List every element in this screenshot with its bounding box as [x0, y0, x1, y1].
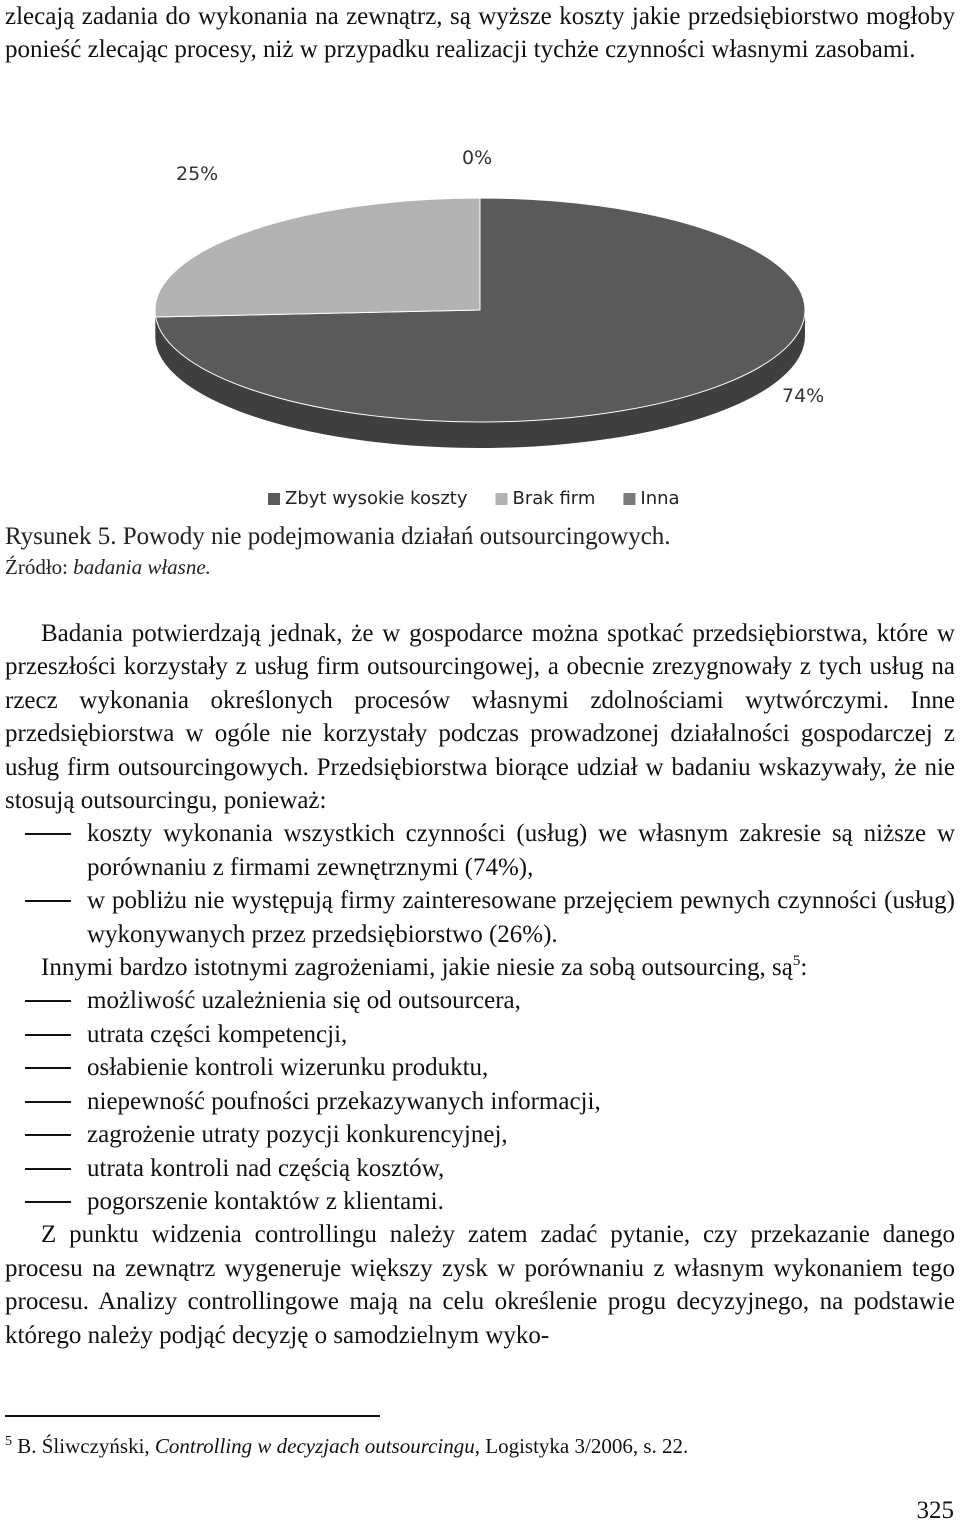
figure-source — [5, 554, 211, 580]
legend-swatch — [268, 493, 280, 505]
threat-text: niepewność poufności przekazywanych informacji, — [87, 1087, 601, 1115]
dash-bullet-icon — [25, 900, 71, 902]
dash-bullet-icon — [25, 1000, 71, 1002]
legend-entry: Brak firm — [512, 488, 596, 509]
figure-source-label: Źródło: — [5, 555, 68, 579]
pie-chart — [120, 140, 840, 520]
threat-text: pogorszenie kontaktów z klientami. — [87, 1187, 444, 1215]
dash-bullet-icon — [25, 1067, 71, 1069]
threat-text: możliwość uzależnienia się od outsourcera, — [87, 987, 521, 1015]
list-item — [5, 884, 955, 951]
pie-data-label: 25% — [176, 163, 219, 185]
dash-bullet-icon — [25, 1201, 71, 1203]
reason-text: koszty wykonania wszystkich czynności (usług) we własnym zakresie są niższe w porównaniu z firmami zewnętrznymi (74%), — [87, 820, 955, 881]
list-item — [5, 1051, 955, 1084]
threat-text: zagrożenie utraty pozycji konkurencyjnej, — [87, 1121, 508, 1149]
footnote — [5, 1432, 688, 1460]
footnote-number: 5 — [5, 1434, 12, 1449]
list-item — [5, 984, 955, 1017]
footnote-reference: 5 — [792, 953, 801, 970]
footnote-rest: , Logistyka 3/2006, s. 22. — [474, 1434, 689, 1458]
pie-data-label: 74% — [782, 385, 825, 407]
reasons-list — [5, 817, 955, 951]
page-number: 325 — [916, 1497, 954, 1524]
paragraph-2 — [5, 951, 955, 984]
legend-swatch — [623, 493, 635, 505]
footnote-title: Controlling w decyzjach outsourcingu — [154, 1434, 475, 1458]
list-item — [5, 817, 955, 884]
pie-slice-brak-firm — [155, 198, 480, 317]
paragraph-2-text: Innymi bardzo istotnymi zagrożeniami, jakie niesie za sobą outsourcing, są — [41, 954, 793, 982]
threat-text: utrata części kompetencji, — [87, 1020, 348, 1048]
reason-text: w pobliżu nie występują firmy zainteresowane przejęciem pewnych czynności (usług) wykonywanych przez przedsiębiorstwo (26%). — [87, 887, 955, 948]
legend-entry: Zbyt wysokie koszty — [285, 488, 468, 509]
body-text — [5, 617, 955, 1352]
list-item — [5, 1118, 955, 1151]
dash-bullet-icon — [25, 833, 71, 835]
footnote-divider — [5, 1415, 380, 1417]
list-item — [5, 1085, 955, 1118]
pie-data-label: 0% — [462, 147, 493, 169]
list-item — [5, 1185, 955, 1218]
paragraph-2-end: : — [800, 954, 808, 982]
paragraph-3: Z punktu widzenia controllingu należy zatem zadać pytanie, czy przekazanie danego procesu na zewnątrz wygeneruje większy zysk w porównaniu z własnym wykonaniem tego procesu. Analizy controllingowe mają na celu określenie progu decyzyjnego, na podstawie którego należy podjąć decyzję o samodzielnym wyko- — [5, 1221, 955, 1349]
top-paragraph: zlecają zadania do wykonania na zewnątrz, są wyższe koszty jakie przedsiębiorstwo mogłoby ponieść zlecając procesy, niż w przypadku realizacji tychże czynności własnymi zasobami. — [5, 3, 955, 64]
figure-caption: Rysunek 5. Powody nie podejmowania działań outsourcingowych. — [5, 523, 671, 550]
list-item — [5, 1152, 955, 1185]
legend-swatch — [496, 493, 508, 505]
dash-bullet-icon — [25, 1034, 71, 1036]
footnote-author: B. Śliwczyński, — [17, 1434, 150, 1458]
dash-bullet-icon — [25, 1168, 71, 1170]
paragraph-1: Badania potwierdzają jednak, że w gospodarce można spotkać przedsiębiorstwa, które w przeszłości korzystały z usług firm outsourcingowej, a obecnie zrezygnowały z tych usług na rzecz wykonania określonych procesów własnymi zdolnościami wytwórczymi. Inne przedsiębiorstwa w ogóle nie korzystały podczas prowadzonej działalności gospodarczej z usług firm outsourcingowych. Przedsiębiorstwa biorące udział w badaniu wskazywały, że nie stosują outsourcingu, ponieważ: — [5, 620, 955, 815]
figure-source-text: badania własne. — [73, 555, 211, 579]
dash-bullet-icon — [25, 1134, 71, 1136]
threat-text: osłabienie kontroli wizerunku produktu, — [87, 1054, 489, 1082]
threats-list — [5, 984, 955, 1218]
dash-bullet-icon — [25, 1101, 71, 1103]
threat-text: utrata kontroli nad częścią kosztów, — [87, 1154, 445, 1182]
legend-entry: Inna — [640, 488, 680, 509]
list-item — [5, 1018, 955, 1051]
